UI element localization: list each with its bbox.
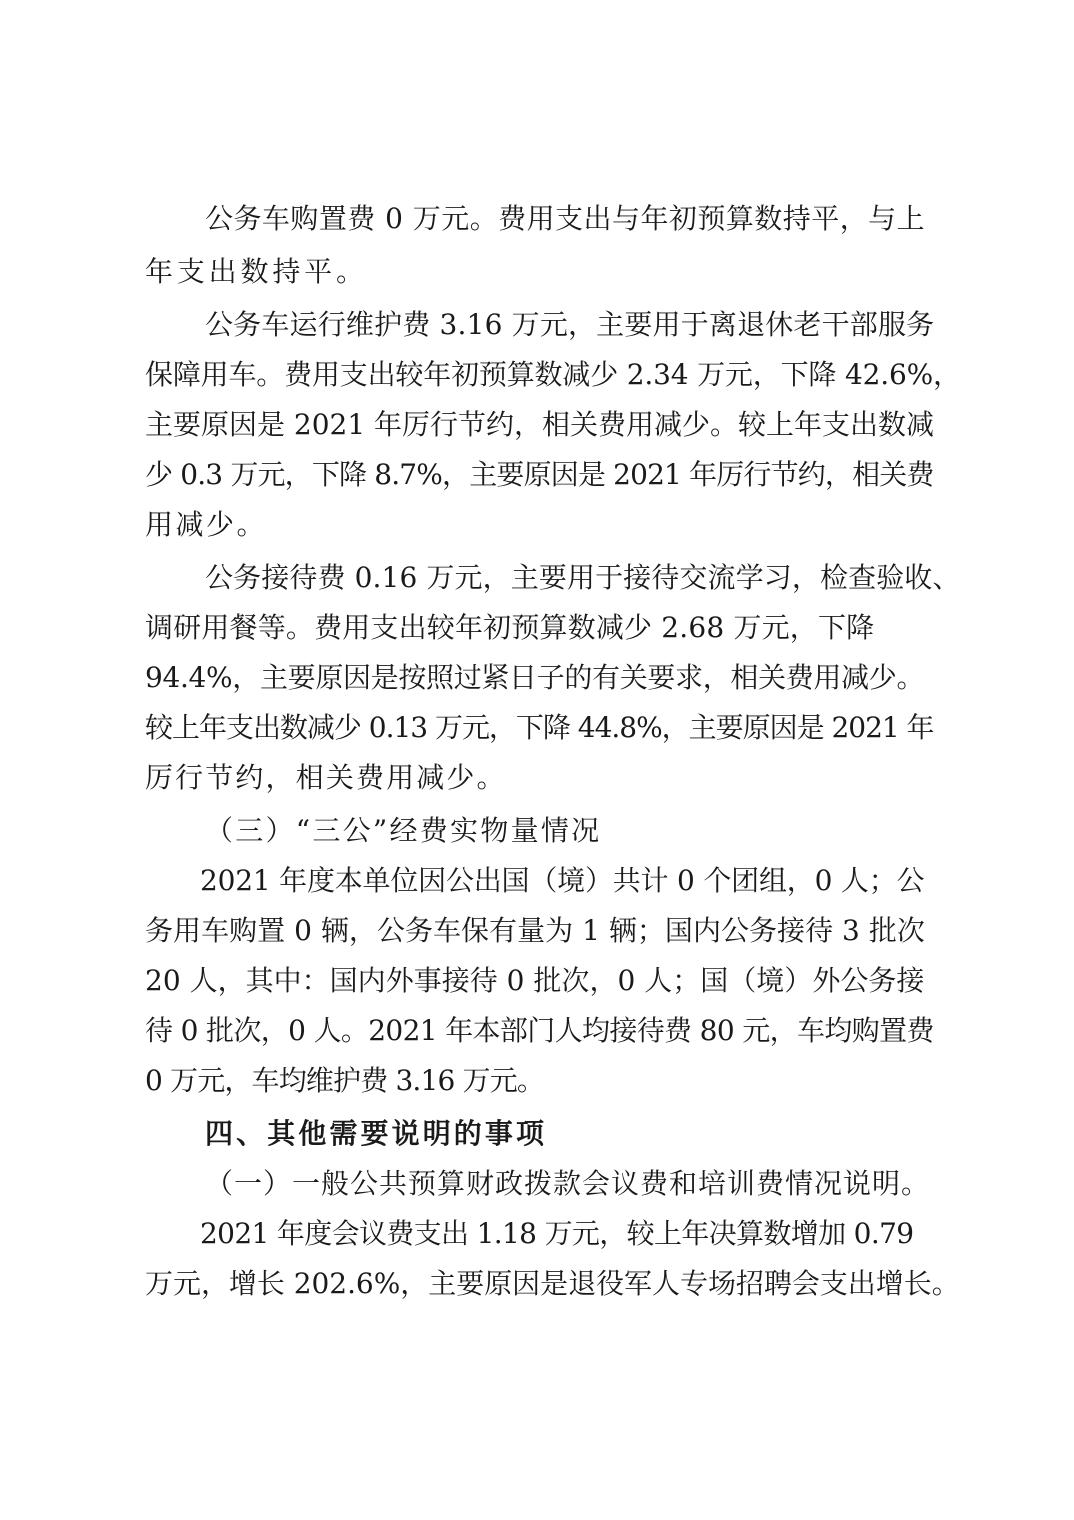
section-heading-3: （三）“三公”经费实物量情况 xyxy=(205,814,602,847)
text-line-19: 万元，增长 202.6%，主要原因是退役军人专场招聘会支出增长。 xyxy=(145,1267,960,1300)
text-line-3: 公务车运行维护费 3.16 万元，主要用于离退休老干部服务 xyxy=(205,308,935,341)
text-line-9: 调研用餐等。费用支出较年初预算数减少 2.68 万元，下降 xyxy=(145,611,875,644)
text-line-15: 20 人，其中：国内外事接待 0 批次，0 人；国（境）外公务接 xyxy=(145,964,925,997)
text-line-7: 用减少。 xyxy=(145,508,268,541)
section-heading-4: 四、其他需要说明的事项 xyxy=(205,1117,548,1150)
subsection-heading-1: （一）一般公共预算财政拨款会议费和培训费情况说明。 xyxy=(205,1167,931,1200)
text-line-18: 2021 年度会议费支出 1.18 万元，较上年决算数增加 0.79 xyxy=(200,1217,914,1250)
text-line-6: 少 0.3 万元，下降 8.7%，主要原因是 2021 年厉行节约，相关费 xyxy=(145,458,934,491)
text-line-12: 厉行节约，相关费用减少。 xyxy=(145,761,507,794)
text-line-10: 94.4%，主要原因是按照过紧日子的有关要求，相关费用减少。 xyxy=(145,661,925,694)
text-line-13: 2021 年度本单位因公出国（境）共计 0 个团组，0 人；公 xyxy=(200,864,925,897)
text-line-17: 0 万元，车均维护费 3.16 万元。 xyxy=(145,1064,545,1097)
text-line-2: 年支出数持平。 xyxy=(145,255,368,288)
text-line-14: 务用车购置 0 辆，公务车保有量为 1 辆；国内公务接待 3 批次 xyxy=(145,914,925,947)
text-line-16: 待 0 批次，0 人。2021 年本部门人均接待费 80 元，车均购置费 xyxy=(145,1014,934,1047)
text-line-5: 主要原因是 2021 年厉行节约，相关费用减少。较上年支出数减 xyxy=(145,408,935,441)
text-line-8: 公务接待费 0.16 万元，主要用于接待交流学习，检查验收、 xyxy=(205,561,961,594)
text-line-11: 较上年支出数减少 0.13 万元，下降 44.8%，主要原因是 2021 年 xyxy=(145,711,934,744)
text-line-1: 公务车购置费 0 万元。费用支出与年初预算数持平，与上 xyxy=(205,202,926,235)
text-line-4: 保障用车。费用支出较年初预算数减少 2.34 万元，下降 42.6%， xyxy=(145,358,961,391)
